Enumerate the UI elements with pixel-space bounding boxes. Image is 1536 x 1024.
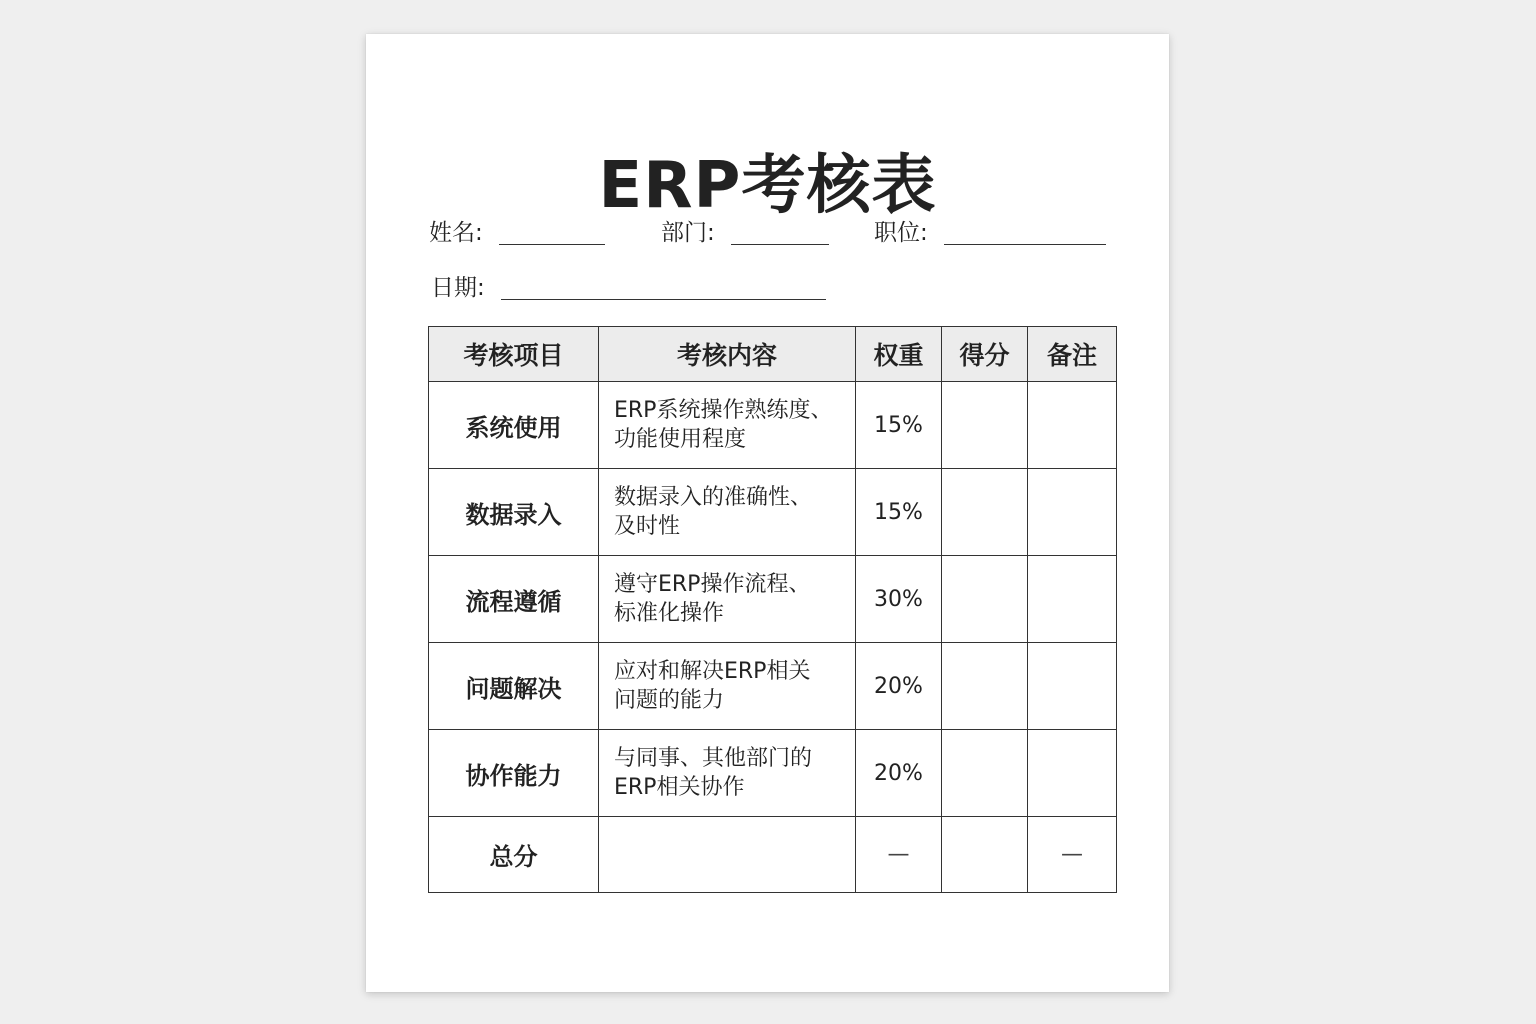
header-score: 得分 xyxy=(942,327,1028,382)
position-label: 职位: xyxy=(874,220,928,246)
row-item: 问题解决 xyxy=(429,643,599,730)
position-field xyxy=(874,214,1106,247)
date-field xyxy=(431,269,826,302)
total-row xyxy=(429,817,1117,893)
row-content-line: 应对和解决ERP相关 xyxy=(614,659,811,684)
department-field xyxy=(661,214,829,247)
row-score-cell[interactable] xyxy=(942,643,1028,730)
row-weight: 30% xyxy=(856,556,942,643)
row-score-cell[interactable] xyxy=(942,469,1028,556)
row-content-line: 问题的能力 xyxy=(614,688,725,713)
row-item: 数据录入 xyxy=(429,469,599,556)
table-row xyxy=(429,730,1117,817)
row-content xyxy=(599,469,856,556)
total-weight-dash: — xyxy=(856,817,942,893)
row-score-cell[interactable] xyxy=(942,556,1028,643)
row-weight: 15% xyxy=(856,382,942,469)
row-weight: 20% xyxy=(856,643,942,730)
row-content-line: 功能使用程度 xyxy=(614,427,747,452)
table-row xyxy=(429,382,1117,469)
row-note-cell[interactable] xyxy=(1028,382,1117,469)
row-note-cell[interactable] xyxy=(1028,556,1117,643)
total-note-dash: — xyxy=(1028,817,1117,893)
row-content xyxy=(599,556,856,643)
row-score-cell[interactable] xyxy=(942,382,1028,469)
total-content-cell xyxy=(599,817,856,893)
header-weight: 权重 xyxy=(856,327,942,382)
row-content-line: 与同事、其他部门的 xyxy=(614,746,813,771)
name-field xyxy=(429,214,605,247)
row-content-line: ERP相关协作 xyxy=(614,775,745,800)
row-content-line: 及时性 xyxy=(614,514,681,539)
row-score-cell[interactable] xyxy=(942,730,1028,817)
row-weight: 15% xyxy=(856,469,942,556)
row-note-cell[interactable] xyxy=(1028,643,1117,730)
department-label: 部门: xyxy=(661,220,715,246)
row-item: 系统使用 xyxy=(429,382,599,469)
date-input-line[interactable] xyxy=(501,298,826,300)
row-weight: 20% xyxy=(856,730,942,817)
header-note: 备注 xyxy=(1028,327,1117,382)
table-row xyxy=(429,643,1117,730)
name-input-line[interactable] xyxy=(499,243,605,245)
assessment-form-paper xyxy=(366,34,1169,992)
row-content-line: ERP系统操作熟练度、 xyxy=(614,398,833,423)
header-item: 考核项目 xyxy=(429,327,599,382)
row-content xyxy=(599,730,856,817)
row-content xyxy=(599,382,856,469)
position-input-line[interactable] xyxy=(944,243,1106,245)
table-row xyxy=(429,469,1117,556)
table-row xyxy=(429,556,1117,643)
row-content xyxy=(599,643,856,730)
department-input-line[interactable] xyxy=(731,243,829,245)
row-item: 协作能力 xyxy=(429,730,599,817)
row-note-cell[interactable] xyxy=(1028,730,1117,817)
row-content-line: 数据录入的准确性、 xyxy=(614,485,813,510)
form-title: ERP考核表 xyxy=(598,149,937,223)
row-content-line: 标准化操作 xyxy=(614,601,725,626)
name-label: 姓名: xyxy=(429,220,483,246)
row-note-cell[interactable] xyxy=(1028,469,1117,556)
row-item: 流程遵循 xyxy=(429,556,599,643)
table-header-row xyxy=(429,327,1117,382)
total-score-cell[interactable] xyxy=(942,817,1028,893)
row-content-line: 遵守ERP操作流程、 xyxy=(614,572,811,597)
assessment-table xyxy=(428,326,1117,893)
date-label: 日期: xyxy=(431,275,485,301)
total-label: 总分 xyxy=(429,817,599,893)
header-content: 考核内容 xyxy=(599,327,856,382)
